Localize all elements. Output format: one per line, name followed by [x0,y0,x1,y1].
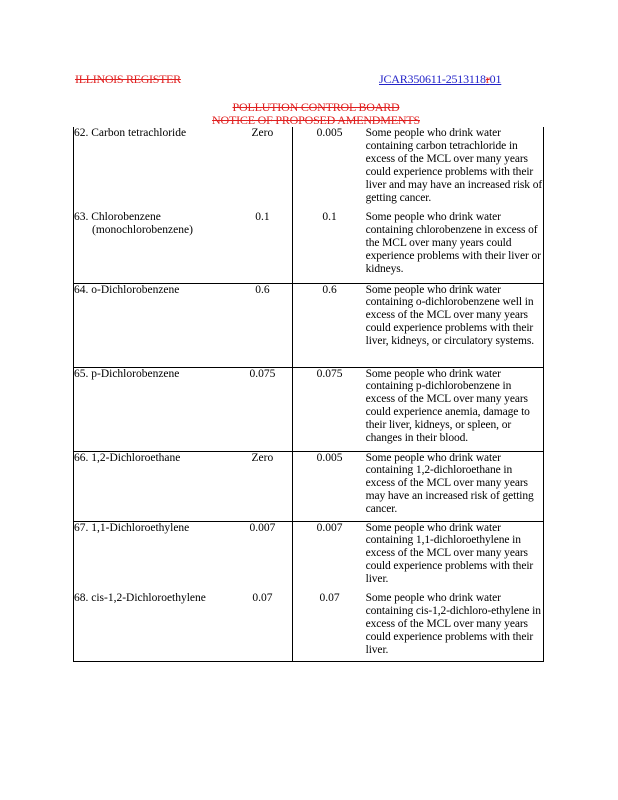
contaminant-name: 65. p-Dichlorobenzene [74,367,180,380]
table-row [74,211,544,283]
contaminant-name: 62. Carbon tetrachloride [74,127,187,139]
contaminant-name-cell [74,521,233,592]
mclg-cell: 0.07 [232,592,293,661]
contaminant-name-cell [74,283,233,367]
contaminant-table [73,127,544,662]
mclg-cell: 0.007 [249,521,276,534]
mcl-cell: 0.075 [293,367,366,451]
table-row [74,521,544,592]
document-code-suffix: 01 [489,72,502,86]
table-row [74,592,544,661]
contaminant-name: 63. Chlorobenzene [74,211,161,223]
health-effect-cell: Some people who drink water containing 1,1-dichloroethylene in excess of the MCL over many years could experience problems with their liver. [366,521,544,592]
contaminant-name-cell [74,367,233,451]
contaminant-name-alt: (monochlorobenzene) [92,223,193,236]
health-effect-cell: Some people who drink water containing carbon tetrachloride in excess of the MCL over many years could experience problems with their liver and may have an increased risk of getting cancer. [366,127,544,211]
document-code-main: JCAR350611-2513118 [379,72,486,86]
table-row [74,367,544,451]
contaminant-name: 68. cis-1,2-Dichloroethylene [74,592,206,604]
contaminant-name: 67. 1,1-Dichloroethylene [74,521,190,534]
register-header: ILLINOIS REGISTER [75,72,181,86]
contaminant-name: 66. 1,2-Dichloroethane [74,451,181,464]
mclg-cell: 0.6 [232,283,293,367]
contaminant-name-cell [74,127,233,211]
table-row [74,283,544,367]
notice-title: NOTICE OF PROPOSED AMENDMENTS [212,113,420,127]
document-code-struck: r [485,72,490,86]
mcl-cell: 0.005 [293,127,366,211]
mclg-cell: 0.1 [232,211,293,283]
contaminant-name-cell [74,451,233,521]
health-effect-cell: Some people who drink water containing p-dichlorobenzene in excess of the MCL over many years could experience anemia, damage to their liver, kidneys, or spleen, or changes in their blood. [366,367,544,451]
board-title: POLLUTION CONTROL BOARD [232,100,400,114]
mclg-cell: 0.075 [232,367,293,451]
mcl-cell: 0.6 [293,283,366,367]
table-row [74,451,544,521]
contaminant-name: 64. o-Dichlorobenzene [74,283,180,296]
mcl-cell: 0.007 [293,521,366,592]
health-effect-cell: Some people who drink water containing chlorobenzene in excess of the MCL over many years could experience problems with their liver or kidneys. [366,211,544,283]
contaminant-name-cell [74,211,233,283]
mcl-cell: 0.07 [293,592,366,661]
mclg-cell: Zero [232,451,293,521]
health-effect-cell: Some people who drink water containing o-dichlorobenzene well in excess of the MCL over many years could experience problems with their liver, kidneys, or circulatory systems. [366,283,544,367]
table-row [74,127,544,211]
contaminant-name-cell [74,592,233,661]
health-effect-cell: Some people who drink water containing cis-1,2-dichloro-ethylene in excess of the MCL over many years could experience problems with their liver. [366,592,544,661]
mclg-cell: Zero [251,127,274,139]
mcl-cell: 0.005 [293,451,366,521]
health-effect-cell: Some people who drink water containing 1,2-dichloroethane in excess of the MCL over many years may have an increased risk of getting cancer. [366,451,544,521]
mcl-cell: 0.1 [293,211,366,283]
document-code [379,72,501,87]
